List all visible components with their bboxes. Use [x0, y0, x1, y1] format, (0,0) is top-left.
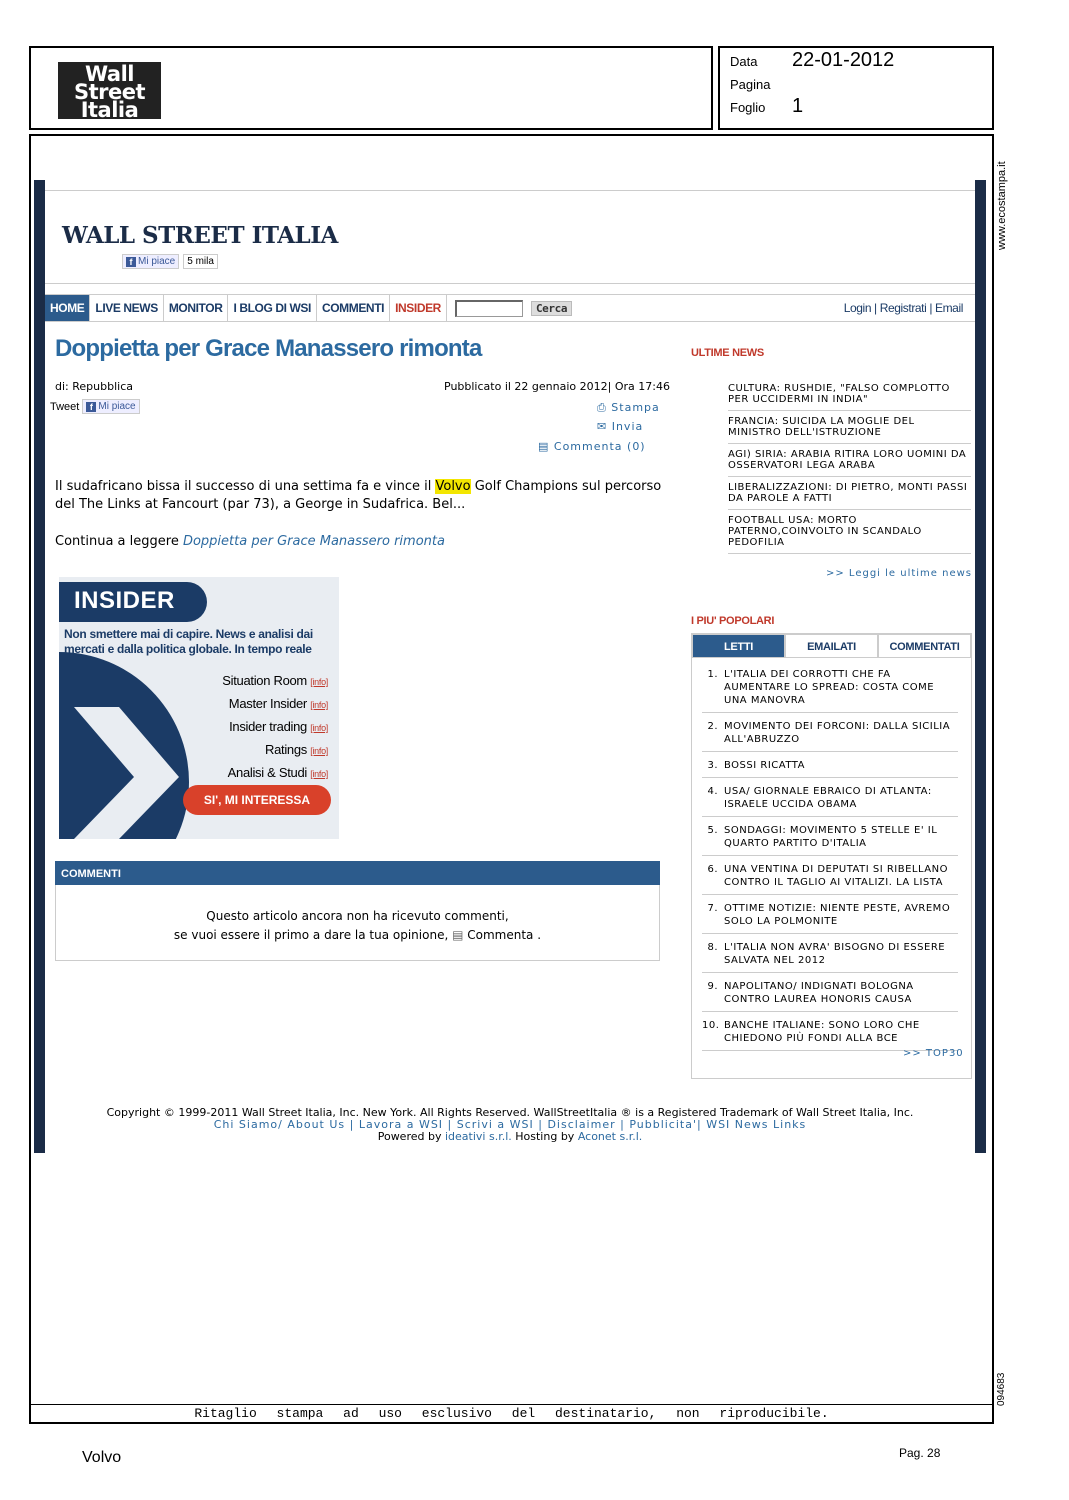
item-number: 1. — [707, 669, 718, 680]
data-label: Data — [730, 54, 758, 69]
ad-item-label: Situation Room — [222, 673, 307, 688]
news-item[interactable]: CULTURA: RUSHDIE, "FALSO COMPLOTTO PER UCCIDERMI IN INDIA" — [728, 380, 971, 411]
ultime-more-link[interactable]: >> Leggi le ultime news — [826, 568, 973, 579]
footer-links[interactable]: Chi Siamo/ About Us | Lavora a WSI | Scrivi a WSI | Disclaimer | Pubblicita'| WSI News Links — [213, 1118, 807, 1131]
nav-home[interactable]: HOME — [45, 295, 90, 321]
logo-line: Italia — [80, 98, 139, 122]
item-number: 6. — [707, 864, 718, 875]
facebook-icon: f — [126, 257, 136, 267]
page-keyword: Volvo — [82, 1449, 122, 1466]
wsi-logo — [58, 62, 161, 122]
info-link[interactable]: [info] — [310, 723, 328, 733]
item-number: 2. — [707, 721, 718, 732]
ad-item-label: Insider trading — [229, 719, 307, 734]
continue-label: Continua a leggere — [55, 534, 183, 549]
nav-commenti[interactable]: COMMENTI — [317, 295, 390, 321]
comments-tail: . — [537, 928, 542, 942]
ad-title: INSIDER — [59, 582, 207, 622]
site-like — [122, 254, 218, 269]
ad-subtitle: Non smettere mai di capire. News e analisi dai mercati e dalla politica globale. In tempo reale — [64, 627, 313, 656]
print-label: Stampa — [611, 401, 660, 414]
continue-link[interactable]: Doppietta per Grace Manassero rimonta — [182, 534, 445, 549]
ad-item[interactable] — [150, 739, 328, 762]
nav-insider[interactable]: INSIDER — [390, 295, 447, 321]
popolari-tabs — [692, 634, 971, 658]
nav-monitor[interactable]: MONITOR — [164, 295, 229, 321]
info-link[interactable]: [info] — [310, 769, 328, 779]
comments-line2 — [56, 926, 659, 945]
ad-item[interactable] — [150, 693, 328, 716]
foglio-value: 1 — [792, 95, 804, 117]
print-link[interactable] — [597, 401, 660, 415]
item-number: 5. — [707, 825, 718, 836]
list-item[interactable] — [702, 978, 958, 1012]
nav-live-news[interactable]: LIVE NEWS — [90, 295, 163, 321]
list-item[interactable] — [702, 822, 958, 856]
info-link[interactable]: [info] — [310, 746, 328, 756]
article-byline: di: Repubblica — [55, 380, 133, 393]
list-item[interactable] — [702, 939, 958, 973]
side-url: www.ecostampa.it — [996, 161, 1008, 250]
ad-item[interactable] — [150, 670, 328, 693]
item-label: SONDAGGI: MOVIMENTO 5 STELLE E' IL QUARTO PARTITO D'ITALIA — [724, 825, 938, 849]
tweet-button[interactable]: Tweet — [50, 400, 80, 413]
tab-letti[interactable]: LETTI — [692, 634, 785, 658]
send-link[interactable] — [597, 420, 643, 433]
item-label: USA/ GIORNALE EBRAICO DI ATLANTA: ISRAELE UCCIDA OBAMA — [724, 786, 932, 810]
item-number: 3. — [707, 760, 718, 771]
ad-item-label: Analisi & Studi — [227, 765, 307, 780]
item-label: OTTIME NOTIZIE: NIENTE PESTE, AVREMO SOLO LA POLMONITE — [724, 903, 951, 927]
comment-link[interactable] — [538, 440, 646, 453]
comment-icon: ▤ — [452, 928, 464, 942]
side-url-wrap — [993, 146, 1013, 250]
news-item[interactable]: FRANCIA: SUICIDA LA MOGLIE DEL MINISTRO DELL'ISTRUZIONE — [728, 413, 971, 444]
list-item[interactable] — [702, 718, 958, 752]
login-link[interactable]: Login — [843, 301, 872, 315]
printer-icon: ⎙ — [597, 401, 612, 414]
item-number: 7. — [707, 903, 718, 914]
logo-line: Wall — [85, 62, 134, 86]
news-item[interactable]: AGI) SIRIA: ARABIA RITIRA LORO UOMINI DA OSSERVATORI LEGA ARABA — [728, 446, 971, 477]
list-item[interactable] — [702, 1017, 958, 1051]
email-link[interactable]: Email — [934, 301, 963, 315]
item-number: 10. — [702, 1020, 720, 1031]
comments-link[interactable]: Commenta — [467, 928, 534, 942]
like-label: Mi piace — [98, 401, 136, 412]
article-like-button[interactable] — [82, 399, 139, 414]
account-links — [844, 295, 975, 321]
data-value: 22-01-2012 — [792, 49, 895, 71]
item-label: L'ITALIA DEI CORROTTI CHE FA AUMENTARE LO SPREAD: COSTA COME UNA MANOVRA — [724, 669, 935, 706]
ultime-list — [728, 380, 971, 556]
list-item[interactable] — [702, 757, 958, 778]
tab-emailati[interactable]: EMAILATI — [785, 634, 878, 658]
item-number: 9. — [707, 981, 718, 992]
main-nav — [45, 294, 975, 322]
comments-text: se vuoi essere il primo a dare la tua opinione, — [173, 928, 449, 942]
like-count: 5 mila — [183, 254, 218, 269]
list-item[interactable] — [702, 861, 958, 895]
info-link[interactable]: [info] — [310, 677, 328, 687]
separator: | — [926, 301, 935, 315]
search-input[interactable] — [455, 300, 523, 317]
ad-item-label: Master Insider — [228, 696, 307, 711]
side-code: 094683 — [996, 1372, 1007, 1406]
item-label: MOVIMENTO DEI FORCONI: DALLA SICILIA ALL'ABRUZZO — [724, 721, 951, 745]
web-footer — [40, 1107, 980, 1143]
like-label: Mi piace — [138, 256, 176, 267]
comments-line1: Questo articolo ancora non ha ricevuto commenti, — [206, 909, 509, 923]
separator: | — [871, 301, 880, 315]
tab-commentati[interactable]: COMMENTATI — [878, 634, 971, 658]
item-label: UNA VENTINA DI DEPUTATI SI RIBELLANO CONTRO IL TAGLIO AI VITALIZI. LA LISTA — [724, 864, 948, 888]
comments-heading: COMMENTI — [55, 861, 660, 885]
popolari-list — [702, 666, 958, 1056]
foglio-label: Foglio — [730, 100, 766, 115]
body-text: Golf Champions sul percorso del The Links at Fancourt (par 73), a George in Sudafrica. Bel... — [55, 479, 662, 512]
comments-body — [55, 885, 660, 961]
ad-item[interactable] — [150, 716, 328, 739]
ad-item-label: Ratings — [264, 742, 307, 757]
page-number: Pag. 28 — [899, 1446, 941, 1460]
continue-reading — [55, 534, 445, 549]
info-link[interactable]: [info] — [310, 700, 328, 710]
ad-list — [150, 670, 328, 785]
nav-blog[interactable]: I BLOG DI WSI — [228, 295, 316, 321]
search-button[interactable]: Cerca — [531, 301, 572, 316]
powered-link[interactable]: ideativi s.r.l. — [444, 1130, 512, 1143]
popolari-heading: I PIU' POPOLARI — [691, 615, 775, 627]
highlighted-keyword: Volvo — [435, 479, 471, 494]
side-code-wrap — [993, 1364, 1013, 1406]
powered-label: Powered by — [377, 1130, 445, 1143]
facebook-like-button[interactable] — [122, 254, 179, 269]
article-title: Doppietta per Grace Manassero rimonta — [55, 335, 482, 362]
list-item[interactable] — [702, 666, 958, 713]
item-label: L'ITALIA NON AVRA' BISOGNO DI ESSERE SALVATA NEL 2012 — [724, 942, 946, 966]
ad-item[interactable] — [150, 762, 328, 785]
register-link[interactable]: Registrati — [879, 301, 927, 315]
list-item[interactable] — [702, 900, 958, 934]
news-item[interactable]: LIBERALIZZAZIONI: DI PIETRO, MONTI PASSI DA PAROLE A FATTI — [728, 479, 971, 510]
hosting-link[interactable]: Aconet s.r.l. — [577, 1130, 643, 1143]
article-body — [55, 478, 667, 514]
send-label: Invia — [611, 420, 644, 433]
item-label: BANCHE ITALIANE: SONO LORO CHE CHIEDONO PIÙ FONDI ALLA BCE — [724, 1020, 920, 1044]
item-number: 4. — [707, 786, 718, 797]
article-published: Pubblicato il 22 gennaio 2012| Ora 17:46 — [444, 380, 670, 393]
ad-cta-button[interactable]: SI', MI INTERESSA — [183, 785, 331, 815]
search — [455, 295, 572, 321]
hosting-label: Hosting by — [511, 1130, 578, 1143]
item-label: BOSSI RICATTA — [724, 760, 805, 771]
list-item[interactable] — [702, 783, 958, 817]
facebook-icon: f — [86, 402, 96, 412]
news-item[interactable]: FOOTBALL USA: MORTO PATERNO,COINVOLTO IN SCANDALO PEDOFILIA — [728, 512, 971, 554]
top30-link[interactable]: >> TOP30 — [903, 1048, 964, 1059]
clip-footer: Ritaglio stampa ad uso esclusivo del destinatario, non riproducibile. — [29, 1404, 994, 1424]
copyright: Copyright © 1999-2011 Wall Street Italia, Inc. New York. All Rights Reserved. WallStreetItalia ® is a Registered Trademark of Wall Street Italia, Inc. — [106, 1106, 914, 1119]
site-title[interactable]: WALL STREET ITALIA — [62, 222, 338, 249]
powered-by — [40, 1131, 980, 1143]
item-number: 8. — [707, 942, 718, 953]
comment-icon: ▤ — [538, 440, 554, 453]
social-row — [50, 399, 140, 414]
body-text: Il sudafricano bissa il successo di una settima fa e vince il — [55, 479, 436, 494]
envelope-icon: ✉ — [597, 420, 612, 433]
ultime-heading: ULTIME NEWS — [691, 347, 764, 359]
logo-line: Street — [73, 80, 146, 104]
comment-label: Commenta (0) — [553, 440, 646, 453]
item-label: NAPOLITANO/ INDIGNATI BOLOGNA CONTRO LAUREA HONORIS CAUSA — [724, 981, 914, 1005]
pagina-label: Pagina — [730, 77, 771, 92]
